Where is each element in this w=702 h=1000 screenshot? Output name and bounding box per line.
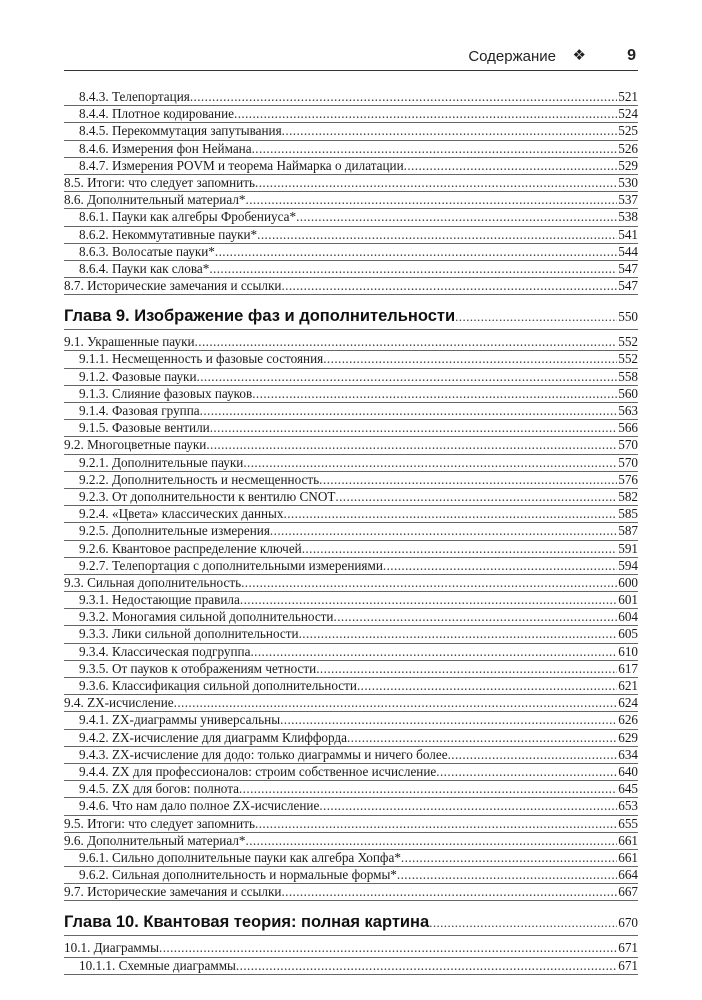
toc-entry[interactable] [64, 472, 638, 489]
toc-entry[interactable] [64, 334, 638, 351]
toc-entry[interactable] [64, 850, 638, 867]
dot-leader [206, 437, 617, 453]
dot-leader [296, 209, 617, 225]
toc-entry-title: 9.7. Исторические замечания и ссылки [64, 884, 282, 900]
toc-entry-page: 524 [618, 106, 638, 122]
toc-entry-page: 671 [618, 957, 638, 973]
toc-entry-page: 600 [618, 574, 638, 590]
toc-entry-page: 634 [618, 746, 638, 762]
toc-entry-title: 9.1.5. Фазовые вентили [79, 420, 210, 436]
toc-entry-page: 541 [618, 226, 638, 242]
toc-entry[interactable] [64, 644, 638, 661]
dot-leader [250, 644, 617, 660]
toc-entry-page: 570 [618, 454, 638, 470]
dot-leader [299, 626, 618, 642]
dot-leader [174, 695, 618, 711]
toc-entry-title: 8.6.4. Пауки как слова* [79, 260, 210, 276]
dot-leader [252, 386, 617, 402]
toc-entry-title: 9.2.7. Телепортация с дополнительными измерениями [79, 557, 383, 573]
toc-entry[interactable] [64, 209, 638, 226]
toc-entry[interactable] [64, 592, 638, 609]
toc-entry[interactable] [64, 833, 638, 850]
toc-entry-page: 626 [618, 712, 638, 728]
toc-entry-title: 8.4.6. Измерения фон Неймана [79, 140, 252, 156]
toc-entry[interactable] [64, 764, 638, 781]
dot-leader [282, 123, 618, 139]
dot-leader [255, 816, 617, 832]
toc-entry-title: 8.6.1. Пауки как алгебры Фробениуса* [79, 209, 297, 225]
toc-entry-title: 9.1.3. Слияние фазовых пауков [79, 385, 253, 401]
chapter-10-entry[interactable] [64, 913, 638, 936]
toc-entry-title: 8.6.3. Волосатые пауки* [79, 243, 215, 259]
chapter-9-entry[interactable] [64, 307, 638, 330]
toc-entry-page: 560 [618, 385, 638, 401]
toc-entry[interactable] [64, 141, 638, 158]
dot-leader [195, 334, 618, 350]
toc-entry-title: 9.6.1. Сильно дополнительные пауки как алгебра Хопфа* [79, 849, 401, 865]
table-of-contents [64, 89, 638, 975]
toc-entry-page: 655 [618, 815, 638, 831]
toc-entry[interactable] [64, 626, 638, 643]
toc-entry-title: 9.4. ZX-исчисление [64, 695, 174, 711]
dot-leader [281, 884, 617, 900]
toc-entry-title: 10.1.1. Схемные диаграммы [79, 957, 236, 973]
toc-entry-page: 544 [618, 243, 638, 259]
dot-leader [316, 661, 617, 677]
toc-entry-page: 529 [618, 157, 638, 173]
toc-entry[interactable] [64, 678, 638, 695]
toc-entry-title: 9.3.5. От пауков к отображениям четности [79, 660, 317, 676]
dot-leader [270, 523, 617, 539]
toc-entry-title: 9.3.1. Недостающие правила [79, 592, 240, 608]
toc-block-chapter-8 [64, 89, 638, 295]
toc-entry-title: 9.4.2. ZX-исчисление для диаграмм Клиффорда [79, 729, 347, 745]
header-title: Содержание [468, 48, 556, 65]
toc-entry[interactable] [64, 261, 638, 278]
toc-entry[interactable] [64, 351, 638, 368]
toc-entry-title: 9.2.3. От дополнительности к вентилю CNOT [79, 488, 336, 504]
dot-leader [404, 158, 618, 174]
toc-entry[interactable] [64, 523, 638, 540]
dot-leader [234, 106, 617, 122]
dot-leader [448, 747, 618, 763]
dot-leader [255, 175, 617, 191]
toc-entry-page: 661 [618, 849, 638, 865]
toc-entry-page: 538 [618, 209, 638, 225]
toc-entry-title: 9.4.4. ZX для профессионалов: строим собственное исчисление [79, 763, 437, 779]
toc-entry-title: 8.4.3. Телепортация [79, 89, 190, 104]
dot-leader [357, 678, 617, 694]
toc-entry-page: 576 [618, 471, 638, 487]
dot-leader [302, 541, 617, 557]
dot-leader [200, 403, 618, 419]
toc-entry-title: 9.3.4. Классическая подгруппа [79, 643, 251, 659]
toc-entry[interactable] [64, 695, 638, 712]
chapter-title: Глава 9. Изображение фаз и дополнительности [64, 307, 456, 326]
toc-entry-title: 9.3. Сильная дополнительность [64, 574, 242, 590]
toc-entry[interactable] [64, 420, 638, 437]
dot-leader [159, 940, 617, 956]
toc-entry[interactable] [64, 455, 638, 472]
dot-leader [334, 609, 618, 625]
toc-entry-title: 9.2.5. Дополнительные измерения [79, 523, 270, 539]
toc-entry-page: 530 [618, 174, 638, 190]
page-header [64, 44, 638, 71]
dot-leader [215, 244, 617, 260]
toc-entry[interactable] [64, 437, 638, 454]
toc-entry-page: 661 [618, 832, 638, 848]
toc-entry[interactable] [64, 558, 638, 575]
dot-leader [335, 489, 617, 505]
chapter-page: 670 [618, 915, 638, 931]
toc-entry-page: 610 [618, 643, 638, 659]
toc-entry-page: 525 [618, 123, 638, 139]
toc-entry-title: 8.5. Итоги: что следует запомнить [64, 174, 256, 190]
dot-leader [323, 351, 617, 367]
toc-entry-page: 582 [618, 488, 638, 504]
toc-entry-page: 587 [618, 523, 638, 539]
dot-leader [246, 192, 618, 208]
dot-leader [239, 781, 617, 797]
toc-entry-page: 537 [618, 192, 638, 208]
toc-entry-page: 558 [618, 368, 638, 384]
toc-entry[interactable] [64, 489, 638, 506]
dot-leader [197, 369, 618, 385]
toc-entry-title: 9.2.4. «Цвета» классических данных [79, 506, 284, 522]
toc-entry[interactable] [64, 816, 638, 833]
dot-leader [236, 958, 617, 974]
toc-entry[interactable] [64, 781, 638, 798]
toc-entry[interactable] [64, 884, 638, 901]
toc-entry-title: 8.4.4. Плотное кодирование [79, 106, 234, 122]
dot-leader [284, 506, 618, 522]
toc-entry-page: 621 [618, 678, 638, 693]
toc-entry[interactable] [64, 158, 638, 175]
toc-entry-title: 9.3.3. Лики сильной дополнительности [79, 626, 299, 642]
dot-leader [397, 867, 617, 883]
toc-entry-title: 9.6.2. Сильная дополнительность и нормальные формы* [79, 867, 397, 883]
toc-entry[interactable] [64, 747, 638, 764]
toc-entry[interactable] [64, 175, 638, 192]
toc-entry[interactable] [64, 575, 638, 592]
toc-block-chapter-10 [64, 940, 638, 974]
toc-entry-title: 9.6. Дополнительный материал* [64, 832, 246, 848]
toc-entry-page: 604 [618, 609, 638, 625]
dot-leader [319, 798, 617, 814]
dot-leader [210, 420, 617, 436]
dot-leader [319, 472, 617, 488]
dot-leader [436, 764, 617, 780]
toc-entry-page: 552 [618, 334, 638, 350]
toc-entry-page: 547 [618, 278, 638, 294]
dot-leader [280, 712, 617, 728]
dot-leader [429, 915, 617, 931]
toc-entry-title: 9.4.5. ZX для богов: полнота [79, 781, 239, 797]
toc-entry-page: 653 [618, 798, 638, 814]
page-number: 9 [627, 47, 636, 64]
toc-entry[interactable] [64, 386, 638, 403]
toc-entry-page: 521 [618, 89, 638, 104]
chapter-title: Глава 10. Квантовая теория: полная картина [64, 913, 430, 932]
toc-entry-page: 585 [618, 506, 638, 522]
dot-leader [246, 833, 618, 849]
toc-entry-page: 547 [618, 260, 638, 276]
toc-entry-page: 671 [618, 940, 638, 956]
toc-entry-title: 10.1. Диаграммы [64, 940, 159, 956]
toc-entry-title: 9.1. Украшенные пауки [64, 334, 195, 350]
toc-entry-page: 552 [618, 351, 638, 367]
toc-entry-title: 8.7. Исторические замечания и ссылки [64, 278, 282, 294]
toc-entry[interactable] [64, 227, 638, 244]
toc-entry-page: 594 [618, 557, 638, 573]
toc-entry-page: 640 [618, 763, 638, 779]
toc-entry-page: 645 [618, 781, 638, 797]
toc-entry-title: 9.4.3. ZX-исчисление для додо: только диаграммы и ничего более [79, 746, 448, 762]
dot-leader [257, 227, 617, 243]
dot-leader [347, 730, 617, 746]
toc-entry-title: 9.4.6. Что нам дало полное ZX-исчисление [79, 798, 320, 814]
chapter-page: 550 [618, 309, 638, 325]
dot-leader [383, 558, 617, 574]
toc-entry-title: 8.6. Дополнительный материал* [64, 192, 246, 208]
toc-entry[interactable] [64, 798, 638, 815]
toc-entry[interactable] [64, 958, 638, 975]
toc-entry[interactable] [64, 123, 638, 140]
toc-entry-title: 9.2. Многоцветные пауки [64, 437, 207, 453]
toc-entry-title: 9.2.6. Квантовое распределение ключей [79, 540, 302, 556]
toc-entry-page: 664 [618, 867, 638, 883]
toc-entry-title: 9.2.2. Дополнительность и несмещенность [79, 471, 320, 487]
toc-entry-title: 8.6.2. Некоммутативные пауки* [79, 226, 258, 242]
toc-entry[interactable] [64, 506, 638, 523]
toc-entry[interactable] [64, 541, 638, 558]
dot-leader [252, 141, 618, 157]
toc-entry-title: 9.1.4. Фазовая группа [79, 403, 200, 418]
toc-entry-page: 629 [618, 729, 638, 745]
dot-leader [281, 278, 617, 294]
toc-entry[interactable] [64, 244, 638, 261]
toc-block-chapter-9 [64, 334, 638, 901]
dot-leader [243, 455, 617, 471]
toc-entry-page: 605 [618, 626, 638, 642]
toc-entry-title: 9.4.1. ZX-диаграммы универсальны [79, 712, 281, 728]
toc-entry[interactable] [64, 661, 638, 678]
toc-entry-title: 9.1.2. Фазовые пауки [79, 368, 197, 384]
toc-entry-title: 9.2.1. Дополнительные пауки [79, 454, 244, 470]
dot-leader [209, 261, 617, 277]
toc-entry-page: 570 [618, 437, 638, 453]
dot-leader [401, 850, 617, 866]
toc-entry[interactable] [64, 89, 638, 106]
toc-entry[interactable] [64, 730, 638, 747]
toc-entry[interactable] [64, 940, 638, 957]
toc-entry[interactable] [64, 403, 638, 420]
toc-entry[interactable] [64, 712, 638, 729]
toc-entry-page: 563 [618, 403, 638, 418]
toc-entry[interactable] [64, 609, 638, 626]
toc-entry-page: 566 [618, 420, 638, 436]
toc-entry-page: 617 [618, 660, 638, 676]
toc-entry-title: 8.4.7. Измерения POVM и теорема Наймарка о дилатации [79, 157, 404, 173]
dot-leader [190, 89, 617, 105]
toc-entry[interactable] [64, 867, 638, 884]
ornament-icon: ❖ [572, 47, 586, 64]
toc-entry[interactable] [64, 192, 638, 209]
toc-entry-title: 9.3.6. Классификация сильной дополнительности [79, 678, 357, 693]
toc-entry-title: 9.3.2. Моногамия сильной дополнительности [79, 609, 334, 625]
toc-entry[interactable] [64, 369, 638, 386]
toc-entry[interactable] [64, 278, 638, 295]
dot-leader [455, 309, 617, 325]
toc-entry-page: 601 [618, 592, 638, 608]
toc-entry[interactable] [64, 106, 638, 123]
dot-leader [240, 592, 617, 608]
dot-leader [241, 575, 617, 591]
toc-entry-page: 667 [618, 884, 638, 900]
toc-entry-page: 591 [618, 540, 638, 556]
toc-entry-title: 8.4.5. Перекоммутация запутывания [79, 123, 282, 139]
toc-entry-page: 624 [618, 695, 638, 711]
toc-entry-title: 9.1.1. Несмещенность и фазовые состояния [79, 351, 324, 367]
toc-entry-page: 526 [618, 140, 638, 156]
toc-entry-title: 9.5. Итоги: что следует запомнить [64, 815, 256, 831]
